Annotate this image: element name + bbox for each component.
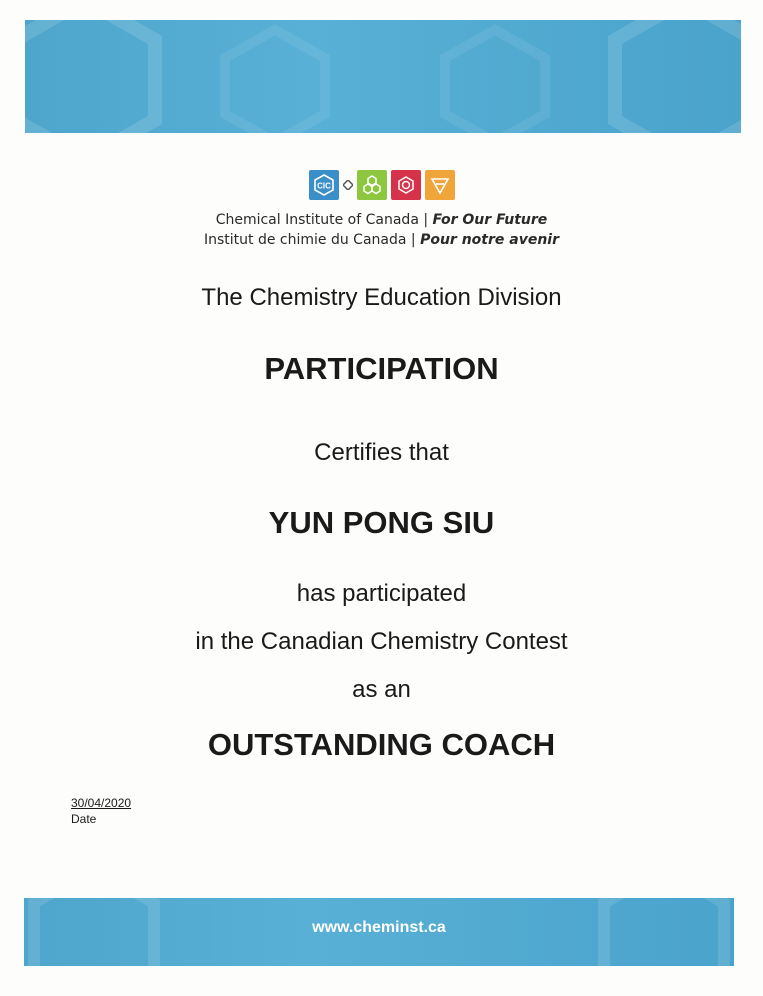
triangle-shield-icon xyxy=(425,170,455,200)
bottom-banner xyxy=(24,898,734,966)
cic-icon xyxy=(309,170,339,200)
division-title: The Chemistry Education Division xyxy=(201,284,562,311)
chemical-structure-icon xyxy=(391,170,421,200)
logo-group xyxy=(0,170,763,200)
diamond-icon xyxy=(343,180,353,190)
organization-line-en xyxy=(0,212,763,228)
svg-text:CIC: CIC xyxy=(316,181,331,191)
organization-name-en: Chemical Institute of Canada xyxy=(215,212,419,228)
participation-line-3: as an xyxy=(352,676,411,703)
organization-name-fr: Institut de chimie du Canada xyxy=(203,232,407,248)
participation-line-1: has participated xyxy=(296,580,467,607)
recipient-name: YUN PONG SIU xyxy=(268,505,495,540)
top-banner xyxy=(25,20,741,133)
separator: | xyxy=(410,232,416,248)
separator: | xyxy=(423,212,429,228)
distinction-title: OUTSTANDING COACH xyxy=(207,727,556,762)
organization-slogan-en: For Our Future xyxy=(432,212,548,228)
organization-slogan-fr: Pour notre avenir xyxy=(420,232,559,248)
hexagon-molecule-icon xyxy=(357,170,387,200)
date-value: 30/04/2020 xyxy=(71,796,132,810)
participation-line-2: in the Canadian Chemistry Contest xyxy=(195,628,568,655)
date-label: Date xyxy=(71,812,97,826)
certificate-type: PARTICIPATION xyxy=(264,351,499,386)
hexagon-pattern xyxy=(25,20,741,133)
website-link[interactable]: www.cheminst.ca xyxy=(312,919,446,936)
certifies-text: Certifies that xyxy=(314,439,449,466)
organization-line-fr xyxy=(0,232,763,248)
